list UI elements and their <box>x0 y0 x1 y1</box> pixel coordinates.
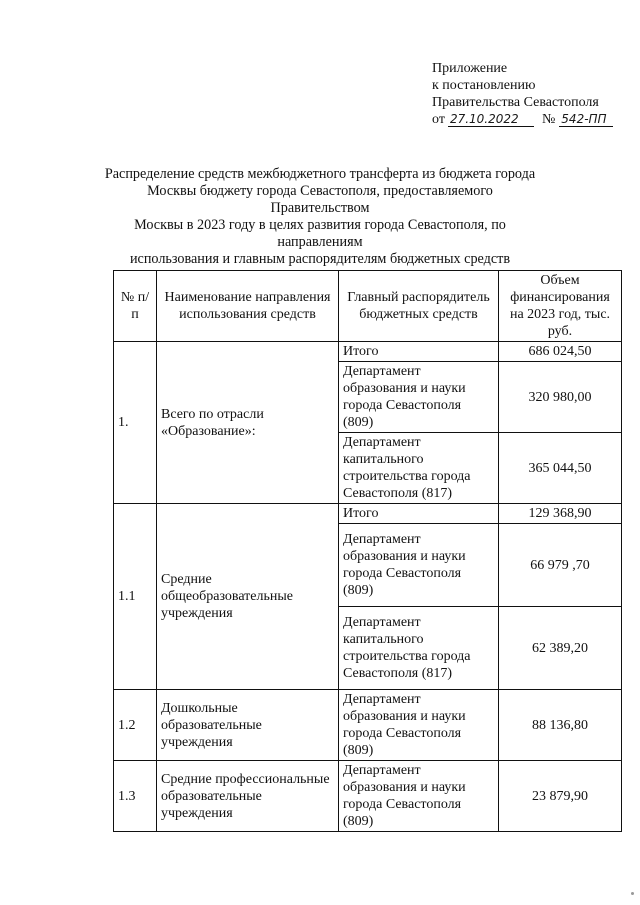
row-direction: Дошкольные образовательные учреждения <box>157 690 339 761</box>
row-manager: Итого <box>339 504 499 524</box>
row-number: 1.1 <box>114 504 157 690</box>
appendix-line: Приложение <box>432 61 508 76</box>
row-amount: 66 979 ,70 <box>499 524 622 607</box>
document-title <box>96 166 544 268</box>
row-amount: 62 389,20 <box>499 607 622 690</box>
row-direction: Всего по отрасли «Образование»: <box>157 342 339 504</box>
title-line: использования и главным распорядителям бюджетных средств <box>129 251 511 267</box>
header-direction: Наименование направления использования средств <box>157 271 339 342</box>
title-line: Москвы в 2023 году в целях развития города Севастополя, по направлениям <box>134 217 506 250</box>
row-number: 1.2 <box>114 690 157 761</box>
table-row <box>114 504 622 524</box>
title-line: Распределение средств межбюджетного трансферта из бюджета города <box>104 166 536 182</box>
row-direction: Средние общеобразовательные учреждения <box>157 504 339 690</box>
row-direction: Средние профессиональные образовательные учреждения <box>157 761 339 832</box>
handwritten-date: 27.10.2022 <box>448 113 534 127</box>
appendix-header <box>432 60 632 128</box>
row-amount: 320 980,00 <box>499 362 622 433</box>
table-row <box>114 761 622 832</box>
header-num: № п/п <box>114 271 157 342</box>
row-amount: 129 368,90 <box>499 504 622 524</box>
row-manager: Департамент капитального строительства города Севастополя (817) <box>339 607 499 690</box>
table-row <box>114 342 622 362</box>
resolution-date-number <box>432 111 632 128</box>
row-number: 1. <box>114 342 157 504</box>
number-prefix: № <box>541 112 556 127</box>
row-manager: Итого <box>339 342 499 362</box>
row-manager: Департамент образования и науки города Севастополя (809) <box>339 761 499 832</box>
header-manager: Главный распорядитель бюджетных средств <box>339 271 499 342</box>
appendix-line: к постановлению <box>432 78 536 93</box>
date-prefix: от <box>432 112 445 127</box>
row-manager: Департамент капитального строительства города Севастополя (817) <box>339 433 499 504</box>
header-amount: Объем финансирования на 2023 год, тыс. руб. <box>499 271 622 342</box>
row-manager: Департамент образования и науки города Севастополя (809) <box>339 524 499 607</box>
title-line: Москвы бюджету города Севастополя, предоставляемого Правительством <box>147 183 493 216</box>
row-amount: 88 136,80 <box>499 690 622 761</box>
row-amount: 23 879,90 <box>499 761 622 832</box>
row-manager: Департамент образования и науки города Севастополя (809) <box>339 362 499 433</box>
row-manager: Департамент образования и науки города Севастополя (809) <box>339 690 499 761</box>
budget-table <box>113 270 622 832</box>
row-amount: 365 044,50 <box>499 433 622 504</box>
scan-dot <box>631 892 634 895</box>
handwritten-number: 542-ПП <box>559 113 613 127</box>
table-header-row <box>114 271 622 342</box>
appendix-line: Правительства Севастополя <box>432 95 599 110</box>
row-amount: 686 024,50 <box>499 342 622 362</box>
row-number: 1.3 <box>114 761 157 832</box>
table-row <box>114 690 622 761</box>
